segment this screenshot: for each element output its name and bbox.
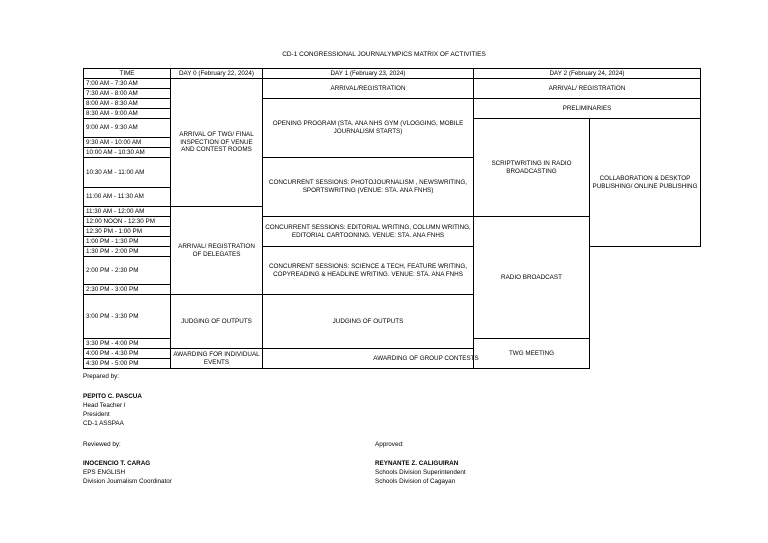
time-slot: 4:00 PM - 4:30 PM [84, 349, 171, 359]
header-time: TIME [84, 69, 171, 79]
header-day1: DAY 1 (February 23, 2024) [263, 69, 474, 79]
time-slot: 1:30 PM - 2:00 PM [84, 247, 171, 257]
time-slot: 10:30 AM - 11:00 AM [84, 158, 171, 188]
time-slot: 2:30 PM - 3:00 PM [84, 285, 171, 295]
prepared-block [83, 372, 142, 428]
prepared-name: PEPITO C. PASCUA [83, 393, 142, 400]
reviewed-line: EPS ENGLISH [83, 469, 125, 476]
time-slot: 7:00 AM - 7:30 AM [84, 79, 171, 89]
day2-awarding: AWARDING OF GROUP CONTESTS [263, 349, 590, 369]
day2-collaboration-publishing: COLLABORATION & DESKTOP PUBLISHING/ ONLINE PUBLISHING [590, 119, 701, 247]
time-slot: 11:30 AM - 12:00 AM [84, 207, 171, 217]
header-day0: DAY 0 (February 22, 2024) [171, 69, 263, 79]
approved-name: REYNANTE Z. CALIGUIRAN [375, 460, 459, 467]
day1-arrival: ARRIVAL/REGISTRATION [263, 79, 474, 99]
day2-arrival: ARRIVAL/ REGISTRATION [474, 79, 701, 99]
reviewed-name: INOCENCIO T. CARAG [83, 460, 151, 467]
day0-arrival-delegates: ARRIVAL/ REGISTRATION OF DELEGATES [171, 207, 263, 295]
time-slot: 10:00 AM - 10:30 AM [84, 148, 171, 158]
prepared-line: President [83, 411, 110, 418]
time-slot: 2:00 PM - 2:30 PM [84, 257, 171, 285]
day1-concurrent-session-2: CONCURRENT SESSIONS: EDITORIAL WRITING, COLUMN WRITING, EDITORIAL CARTOONING. VENUE: STA. ANA FNHS [263, 217, 474, 247]
time-slot: 3:00 PM - 3:30 PM [84, 295, 171, 339]
approved-label: Approved: [375, 441, 404, 448]
time-slot: 1:00 PM - 1:30 PM [84, 237, 171, 247]
prepared-label: Prepared by: [83, 373, 120, 380]
day2-scriptwriting: SCRIPTWRITING IN RADIO BROADCASTING [474, 119, 590, 217]
time-slot: 3:30 PM - 4:00 PM [84, 339, 171, 349]
approved-line: Schools Division Superintendent [375, 469, 466, 476]
prepared-line: CD-1 ASSPAA [83, 420, 124, 427]
day2-radio-broadcast: RADIO BROADCAST [474, 217, 590, 339]
time-slot: 9:00 AM - 9:30 AM [84, 119, 171, 138]
reviewed-block [83, 440, 172, 486]
day2-preliminaries: PRELIMINARIES [474, 99, 701, 119]
time-slot: 11:00 AM - 11:30 AM [84, 188, 171, 207]
reviewed-line: Division Journalism Coordinator [83, 478, 172, 485]
time-slot: 4:30 PM - 5:00 PM [84, 359, 171, 369]
header-day2: DAY 2 (February 24, 2024) [474, 69, 701, 79]
day0-twg-meeting: TWG MEETING [474, 339, 590, 369]
day1-concurrent-session-1: CONCURRENT SESSIONS: PHOTOJOURNALISM , NEWSWRITING, SPORTSWRITING (VENUE: STA. ANA FNHS) [263, 158, 474, 217]
day1-opening-program: OPENING PROGRAM (STA. ANA NHS GYM (VLOGGING, MOBILE JOURNALISM STARTS) [263, 99, 474, 158]
day1-judging: JUDGING OF OUTPUTS [171, 295, 263, 349]
time-slot: 12:30 PM - 1:00 PM [84, 227, 171, 237]
day0-arrival-twg: ARRIVAL OF TWG/ FINAL INSPECTION OF VENUE AND CONTEST ROOMS [171, 79, 263, 207]
document-title: CD-1 CONGRESSIONAL JOURNALYMPICS MATRIX OF ACTIVITIES [282, 51, 486, 58]
time-slot: 8:30 AM - 9:00 AM [84, 109, 171, 119]
time-slot: 7:30 AM - 8:00 AM [84, 89, 171, 99]
day1-awarding: AWARDING FOR INDIVIDUAL EVENTS [171, 349, 263, 369]
time-slot: 8:00 AM - 8:30 AM [84, 99, 171, 109]
prepared-line: Head Teacher I [83, 402, 126, 409]
day2-judging: JUDGING OF OUTPUTS [263, 295, 474, 349]
reviewed-label: Reviewed by: [83, 441, 121, 448]
approved-line: Schools Division of Cagayan [375, 478, 456, 485]
time-slot: 12:00 NOON - 12:30 PM [84, 217, 171, 227]
activities-matrix [83, 68, 701, 369]
approved-block [375, 440, 466, 486]
time-slot: 9:30 AM - 10:00 AM [84, 138, 171, 148]
day1-concurrent-session-3: CONCURRENT SESSIONS: SCIENCE & TECH, FEATURE WRITING, COPYREADING & HEADLINE WRITING. VENUE: STA. ANA FNHS [263, 247, 474, 295]
